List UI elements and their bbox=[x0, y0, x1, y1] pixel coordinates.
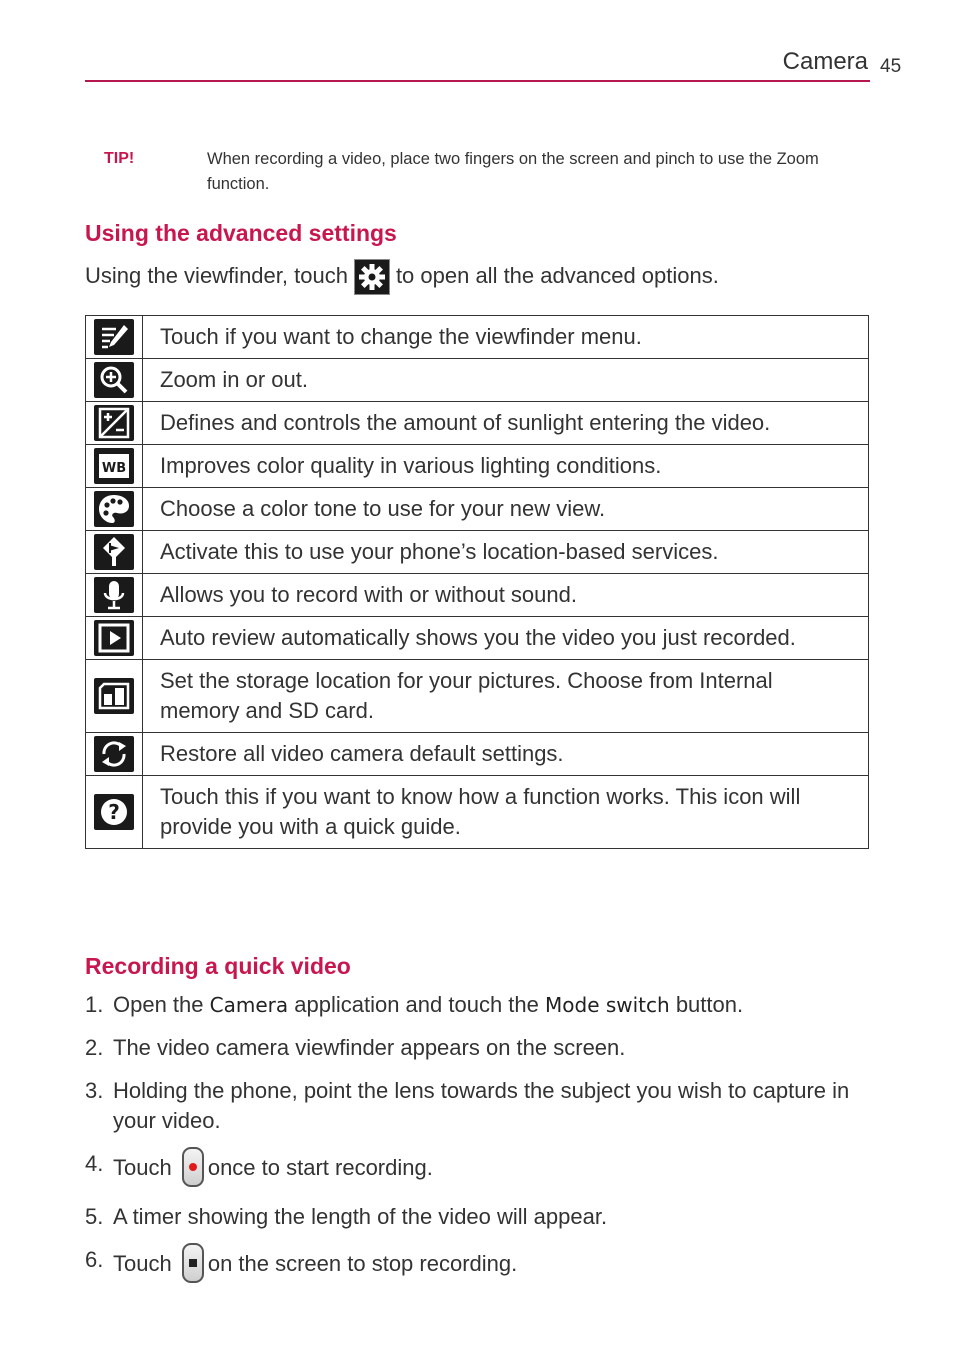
svg-text:?: ? bbox=[108, 800, 120, 824]
table-row bbox=[86, 445, 869, 488]
step-text bbox=[113, 990, 865, 1020]
table-row bbox=[86, 402, 869, 445]
table-row bbox=[86, 531, 869, 574]
table-row bbox=[86, 660, 869, 733]
step-text-part: application and touch the bbox=[288, 992, 545, 1017]
quick-video-heading: Recording a quick video bbox=[85, 953, 351, 979]
header-divider bbox=[85, 80, 870, 82]
quick-video-steps bbox=[85, 990, 865, 1298]
step-text-part: once to start recording. bbox=[207, 1154, 433, 1180]
step-text: The video camera viewfinder appears on the screen. bbox=[113, 1035, 626, 1060]
step-text-part: Touch bbox=[113, 1250, 178, 1276]
step-number: 6. bbox=[85, 1247, 104, 1272]
icon-cell bbox=[86, 316, 143, 359]
mode-switch-term: Mode switch bbox=[545, 993, 670, 1017]
table-row bbox=[86, 488, 869, 531]
settings-table bbox=[85, 315, 869, 849]
step-number: 5. bbox=[85, 1204, 104, 1229]
location-icon bbox=[94, 534, 134, 570]
stop-button-icon bbox=[182, 1243, 204, 1283]
row-description: Allows you to record with or without sound. bbox=[143, 574, 869, 617]
step-text: A timer showing the length of the video will appear. bbox=[113, 1204, 608, 1229]
row-description: Restore all video camera default settings. bbox=[143, 733, 869, 776]
page-number: 45 bbox=[880, 56, 902, 77]
reset-icon bbox=[94, 736, 134, 772]
header-title: Camera bbox=[782, 48, 868, 75]
help-icon bbox=[94, 794, 134, 830]
step-number: 1. bbox=[85, 992, 104, 1017]
row-description: Set the storage location for your pictures. Choose from Internal memory and SD card. bbox=[143, 660, 869, 733]
record-button-icon bbox=[182, 1147, 204, 1187]
svg-text:WB: WB bbox=[101, 461, 127, 476]
icon-cell bbox=[86, 402, 143, 445]
step-number: 2. bbox=[85, 1035, 104, 1060]
step-text-part: Open the bbox=[113, 992, 210, 1017]
list-item bbox=[85, 1149, 865, 1189]
step-number: 4. bbox=[85, 1151, 104, 1176]
step-text bbox=[113, 1149, 865, 1189]
row-description: Touch if you want to change the viewfinder menu. bbox=[143, 316, 869, 359]
white-balance-icon bbox=[94, 448, 134, 484]
step-text: Holding the phone, point the lens towards the subject you wish to capture in your video. bbox=[113, 1078, 850, 1133]
step-text-part: button. bbox=[669, 992, 744, 1017]
table-row bbox=[86, 574, 869, 617]
row-description: Improves color quality in various lighting conditions. bbox=[143, 445, 869, 488]
microphone-icon bbox=[94, 577, 134, 613]
step-text-part: Touch bbox=[113, 1154, 178, 1180]
list-item bbox=[85, 1245, 865, 1285]
step-number: 3. bbox=[85, 1078, 104, 1103]
row-description: Zoom in or out. bbox=[143, 359, 869, 402]
icon-cell bbox=[86, 488, 143, 531]
advanced-settings-intro bbox=[85, 258, 719, 294]
icon-cell bbox=[86, 660, 143, 733]
zoom-icon bbox=[94, 362, 134, 398]
icon-cell bbox=[86, 776, 143, 849]
list-item bbox=[85, 1033, 865, 1063]
row-description: Choose a color tone to use for your new view. bbox=[143, 488, 869, 531]
row-description: Touch this if you want to know how a function works. This icon will provide you with a quick guide. bbox=[143, 776, 869, 849]
list-item bbox=[85, 990, 865, 1020]
camera-app-term: Camera bbox=[209, 993, 289, 1017]
brightness-icon bbox=[94, 405, 134, 441]
icon-cell bbox=[86, 574, 143, 617]
list-item bbox=[85, 1076, 865, 1136]
icon-cell bbox=[86, 617, 143, 660]
intro-text-after: to open all the advanced options. bbox=[395, 263, 719, 288]
step-text-part: on the screen to stop recording. bbox=[207, 1250, 518, 1276]
step-text bbox=[113, 1245, 865, 1285]
icon-cell bbox=[86, 359, 143, 402]
auto-review-icon bbox=[94, 620, 134, 656]
table-row bbox=[86, 733, 869, 776]
icon-cell bbox=[86, 531, 143, 574]
gear-icon bbox=[354, 259, 390, 295]
storage-card-icon bbox=[94, 678, 134, 714]
tip-label: TIP! bbox=[104, 150, 135, 167]
table-row bbox=[86, 316, 869, 359]
row-description: Activate this to use your phone’s location-based services. bbox=[143, 531, 869, 574]
tip-text-line1: When recording a video, place two fingers on the screen and pinch to use the Zoom bbox=[207, 150, 819, 168]
edit-menu-icon bbox=[94, 319, 134, 355]
intro-text-before: Using the viewfinder, touch bbox=[85, 263, 348, 288]
table-row bbox=[86, 776, 869, 849]
table-row bbox=[86, 617, 869, 660]
advanced-settings-heading: Using the advanced settings bbox=[85, 220, 397, 246]
table-row bbox=[86, 359, 869, 402]
row-description: Auto review automatically shows you the video you just recorded. bbox=[143, 617, 869, 660]
icon-cell bbox=[86, 733, 143, 776]
color-palette-icon bbox=[94, 491, 134, 527]
list-item bbox=[85, 1202, 865, 1232]
tip-text bbox=[207, 147, 877, 197]
row-description: Defines and controls the amount of sunlight entering the video. bbox=[143, 402, 869, 445]
icon-cell bbox=[86, 445, 143, 488]
tip-text-line2: function. bbox=[207, 175, 270, 193]
